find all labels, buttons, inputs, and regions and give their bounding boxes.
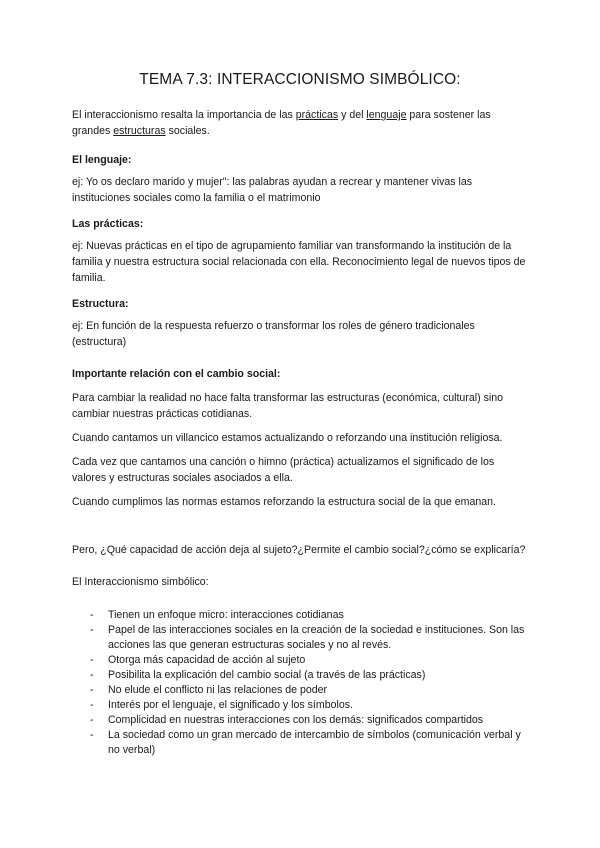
page-title: TEMA 7.3: INTERACCIONISMO SIMBÓLICO:: [139, 71, 461, 88]
underlined-practicas: prácticas: [295, 109, 339, 121]
paragraph-lenguaje: ej: Yo os declaro marido y mujer": las palabras ayudan a recrear y mantener vivas las instituciones sociales como la familia o el matrimonio: [72, 176, 473, 204]
list-item: - Tienen un enfoque micro: interacciones cotidianas: [90, 608, 528, 623]
heading-estructura: Estructura:: [72, 298, 129, 310]
list-item: - Papel de las interacciones sociales en la creación de la sociedad e instituciones. Son las acciones las que generan estructuras sociales y no al revés.: [90, 623, 528, 653]
document-page: [72, 70, 528, 758]
heading-cambio-social: Importante relación con el cambio social:: [72, 368, 281, 380]
question-paragraph: Pero, ¿Qué capacidad de acción deja al sujeto?¿Permite el cambio social?¿cómo se explicaría?: [72, 544, 526, 556]
underlined-estructuras: estructuras: [113, 125, 166, 137]
list-item: - Complicidad en nuestras interacciones con los demás: significados compartidos: [90, 713, 528, 728]
paragraph-cambio-2: Cuando cantamos un villancico estamos actualizando o reforzando una institución religiosa.: [72, 432, 503, 444]
bullet-list: [72, 608, 528, 758]
list-item: - No elude el conflicto ni las relaciones de poder: [90, 683, 528, 698]
intro-paragraph: El interaccionismo resalta la importancia de las prácticas y del lenguaje para sostener las grandes estructuras sociales.: [72, 109, 491, 137]
paragraph-practicas: ej: Nuevas prácticas en el tipo de agrupamiento familiar van transformando la institución de la familia y nuestra estructura social relacionada con ella. Reconocimiento legal de nuevos tipos de familia.: [72, 240, 526, 284]
paragraph-cambio-3: Cada vez que cantamos una canción o himno (práctica) actualizamos el significado de los valores y estructuras sociales asociados a ella.: [72, 456, 495, 484]
underlined-lenguaje: lenguaje: [366, 109, 407, 121]
heading-practicas: Las prácticas:: [72, 218, 144, 230]
list-item: - La sociedad como un gran mercado de intercambio de símbolos (comunicación verbal y no verbal): [90, 728, 528, 758]
list-item: - Interés por el lenguaje, el significado y los símbolos.: [90, 698, 528, 713]
paragraph-cambio-4: Cuando cumplimos las normas estamos reforzando la estructura social de la que emanan.: [72, 496, 496, 508]
list-item: - Posibilita la explicación del cambio social (a través de las prácticas): [90, 668, 528, 683]
heading-lenguaje: El lenguaje:: [72, 154, 132, 166]
paragraph-cambio-1: Para cambiar la realidad no hace falta transformar las estructuras (económica, cultural) sino cambiar nuestras prácticas cotidianas.: [72, 392, 504, 420]
paragraph-estructura: ej: En función de la respuesta refuerzo o transformar los roles de género tradicionales (estructura): [72, 320, 475, 348]
list-item: - Otorga más capacidad de acción al sujeto: [90, 653, 528, 668]
list-title: El Interaccionismo simbólico:: [72, 576, 209, 588]
